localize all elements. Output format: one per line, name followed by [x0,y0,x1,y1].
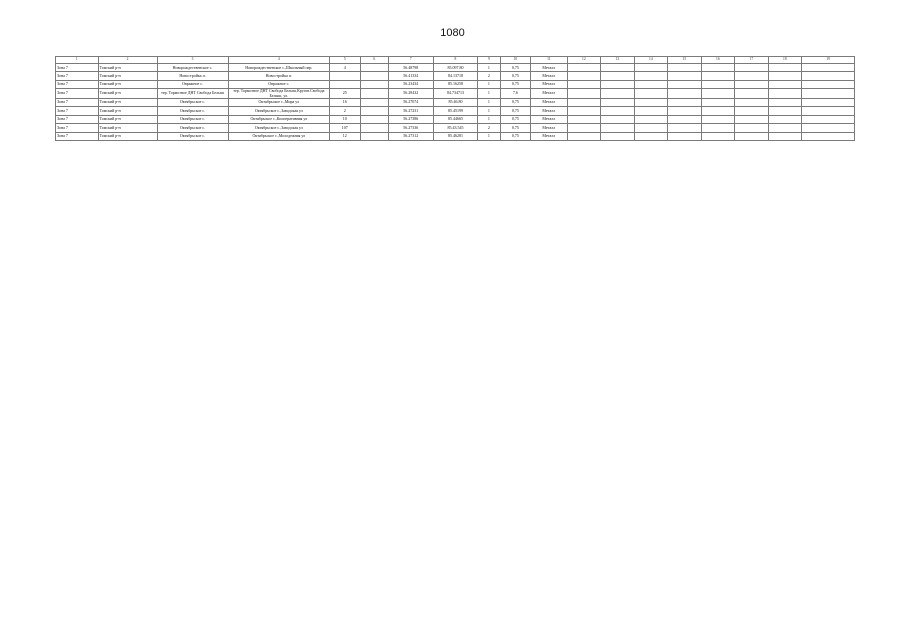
column-number: 13 [601,57,635,64]
table-cell [668,80,702,88]
table-row [56,98,855,106]
table-cell [360,72,388,80]
table-cell [802,64,855,72]
table-cell: 10 [330,115,360,123]
table-cell [768,107,802,115]
table-cell [634,89,668,99]
table-cell: 85.45199 [433,107,478,115]
table-cell [634,80,668,88]
table-cell [567,132,601,140]
table-cell [360,124,388,132]
table-cell [601,107,635,115]
table-cell: Зона 7 [56,115,99,123]
table-cell: Новорождественское с.,Школьный пер. [228,64,330,72]
table-cell: Октябрьское с. [157,98,228,106]
table-cell [735,107,769,115]
table-cell [735,124,769,132]
table-cell: Зона 7 [56,107,99,115]
table-cell: 2 [330,107,360,115]
table-row [56,80,855,88]
table-cell: 56.48798 [388,64,433,72]
table-cell [735,98,769,106]
table-cell [567,64,601,72]
table-row [56,132,855,140]
table-cell [802,107,855,115]
table-cell [567,72,601,80]
table-cell: Октябрьское с.,Заводская ул [228,107,330,115]
table-cell: 0,75 [500,64,530,72]
table-cell: Металл [531,107,568,115]
table-cell [567,80,601,88]
table-row [56,115,855,123]
table-cell [601,89,635,99]
table-cell: Металл [531,124,568,132]
table-cell [768,115,802,123]
table-cell: 56.27074 [388,98,433,106]
column-number: 4 [228,57,330,64]
table-cell: Зона 7 [56,64,99,72]
table-cell: Томский р-н [98,89,157,99]
table-cell: 7,6 [500,89,530,99]
table-cell [802,115,855,123]
column-number: 6 [360,57,388,64]
table-cell: Металл [531,89,568,99]
table-cell [601,98,635,106]
table-cell: 4 [330,64,360,72]
table-cell [768,98,802,106]
table-cell [668,132,702,140]
table-cell: Томский р-н [98,107,157,115]
table-cell: 0,75 [500,72,530,80]
table-cell: Октябрьское с. [157,115,228,123]
table-cell: 85.44665 [433,115,478,123]
table-cell [634,98,668,106]
table-cell: 0,75 [500,107,530,115]
table-cell: 1 [478,132,500,140]
table-cell: Новостройка п. [228,72,330,80]
table-cell [634,115,668,123]
table-cell: 56.27386 [388,115,433,123]
table-cell: 1 [478,64,500,72]
table-cell [601,124,635,132]
table-cell [768,64,802,72]
table-cell [735,115,769,123]
table-cell [802,72,855,80]
table-cell [735,132,769,140]
table-cell [735,89,769,99]
column-number: 11 [531,57,568,64]
column-number: 9 [478,57,500,64]
column-number: 15 [668,57,702,64]
register-table [55,56,855,141]
table-cell [735,64,769,72]
table-cell [360,107,388,115]
table-cell: Томский р-н [98,115,157,123]
table-cell [634,107,668,115]
table-cell: Металл [531,80,568,88]
table-cell: 56.41334 [388,72,433,80]
table-cell: Металл [531,115,568,123]
table-row [56,107,855,115]
table-cell: 85.097.80 [433,64,478,72]
table-cell: 1 [478,89,500,99]
table-cell [634,132,668,140]
column-number: 19 [802,57,855,64]
table-cell [567,98,601,106]
table-cell: Зона 7 [56,80,99,88]
table-cell: 0,75 [500,115,530,123]
table-cell [360,64,388,72]
table-cell [634,124,668,132]
table-cell: Металл [531,98,568,106]
table-cell: тер. Тормозное ДНТ Свобода Белыш [157,89,228,99]
table-cell: 84.13718 [433,72,478,80]
table-cell [701,98,735,106]
table-cell: Октябрьское с.,Заводская ул [228,124,330,132]
table-cell [567,89,601,99]
table-cell [768,80,802,88]
table-cell [701,89,735,99]
table-cell: Зона 7 [56,124,99,132]
table-cell: Томский р-н [98,132,157,140]
table-cell: 107 [330,124,360,132]
table-cell: Томский р-н [98,72,157,80]
table-cell: Томский р-н [98,124,157,132]
register-sheet [55,56,855,141]
table-cell: Октябрьское с. [157,124,228,132]
column-number: 14 [634,57,668,64]
table-cell [802,80,855,88]
table-cell [768,132,802,140]
table-cell: 1 [478,107,500,115]
table-cell: 1 [478,80,500,88]
table-cell: 1 [478,115,500,123]
column-number: 18 [768,57,802,64]
table-cell: Овражное с. [228,80,330,88]
table-cell [701,64,735,72]
table-cell: Октябрьское с. [157,132,228,140]
table-cell [668,98,702,106]
column-number: 5 [330,57,360,64]
table-cell: Октябрьское с.,Молодежная ул [228,132,330,140]
table-cell: 2 [478,72,500,80]
table-cell: 0,75 [500,124,530,132]
table-cell [360,98,388,106]
table-cell: Новорождественское с. [157,64,228,72]
table-cell: Октябрьское с.,Мира ул [228,98,330,106]
table-cell: 85.16258 [433,80,478,88]
table-row [56,72,855,80]
table-cell [668,107,702,115]
table-cell [360,132,388,140]
table-cell: 1 [478,98,500,106]
table-cell: 25 [330,89,360,99]
table-cell: Зона 7 [56,89,99,99]
table-cell [330,72,360,80]
table-cell [701,107,735,115]
table-cell [802,98,855,106]
column-number: 3 [157,57,228,64]
table-cell: Октябрьское с.,Кооперативная ул [228,115,330,123]
table-cell [701,132,735,140]
table-cell [735,80,769,88]
table-cell [567,124,601,132]
table-cell [668,89,702,99]
page-number: 1080 [440,27,465,39]
table-cell: Томский р-н [98,80,157,88]
column-number: 16 [701,57,735,64]
table-cell: Томский р-н [98,64,157,72]
table-row [56,64,855,72]
table-cell: 56.23434 [388,80,433,88]
table-cell [634,64,668,72]
table-cell: 85.43.545 [433,124,478,132]
table-cell [768,124,802,132]
table-cell [634,72,668,80]
column-number: 17 [735,57,769,64]
table-cell: Зона 7 [56,132,99,140]
table-cell [567,115,601,123]
table-cell [668,72,702,80]
table-cell [701,115,735,123]
table-cell: Металл [531,64,568,72]
table-cell [601,80,635,88]
table-cell: 2 [478,124,500,132]
table-cell [567,107,601,115]
table-cell: Томский р-н [98,98,157,106]
table-cell [601,72,635,80]
column-number: 7 [388,57,433,64]
table-row [56,89,855,99]
column-number: 1 [56,57,99,64]
table-cell: Овражное с. [157,80,228,88]
table-cell: 0,75 [500,80,530,88]
table-cell [668,115,702,123]
column-number: 12 [567,57,601,64]
table-cell: 56.28432 [388,89,433,99]
column-number: 2 [98,57,157,64]
table-cell: 85.46281 [433,132,478,140]
table-cell [601,115,635,123]
table-cell [768,72,802,80]
table-cell [330,80,360,88]
table-cell [601,132,635,140]
table-cell: 56.27231 [388,107,433,115]
table-cell [701,124,735,132]
table-cell [360,115,388,123]
table-cell [735,72,769,80]
table-cell: 56.27312 [388,132,433,140]
table-cell: 85.46.80 [433,98,478,106]
table-cell [802,132,855,140]
table-cell: 12 [330,132,360,140]
table-cell: Новостройка п. [157,72,228,80]
table-cell [768,89,802,99]
table-cell: тер. Тормозное ДНТ Свобода Белыш,Кругов.Свобода Белыш, ул. [228,89,330,99]
table-cell [360,80,388,88]
table-cell: Зона 7 [56,98,99,106]
table-cell: 0,75 [500,132,530,140]
table-cell [601,64,635,72]
table-cell [701,80,735,88]
table-cell [802,124,855,132]
table-cell [701,72,735,80]
column-number-row [56,57,855,64]
table-cell [360,89,388,99]
table-cell [668,124,702,132]
table-cell [802,89,855,99]
table-cell: 16 [330,98,360,106]
table-cell: 0,75 [500,98,530,106]
column-number: 8 [433,57,478,64]
table-cell: 56.27336 [388,124,433,132]
column-number: 10 [500,57,530,64]
table-row [56,124,855,132]
table-cell: 84.734713 [433,89,478,99]
table-cell: Металл [531,72,568,80]
table-cell: Металл [531,132,568,140]
table-cell [668,64,702,72]
table-cell: Зона 7 [56,72,99,80]
table-cell: Октябрьское с. [157,107,228,115]
